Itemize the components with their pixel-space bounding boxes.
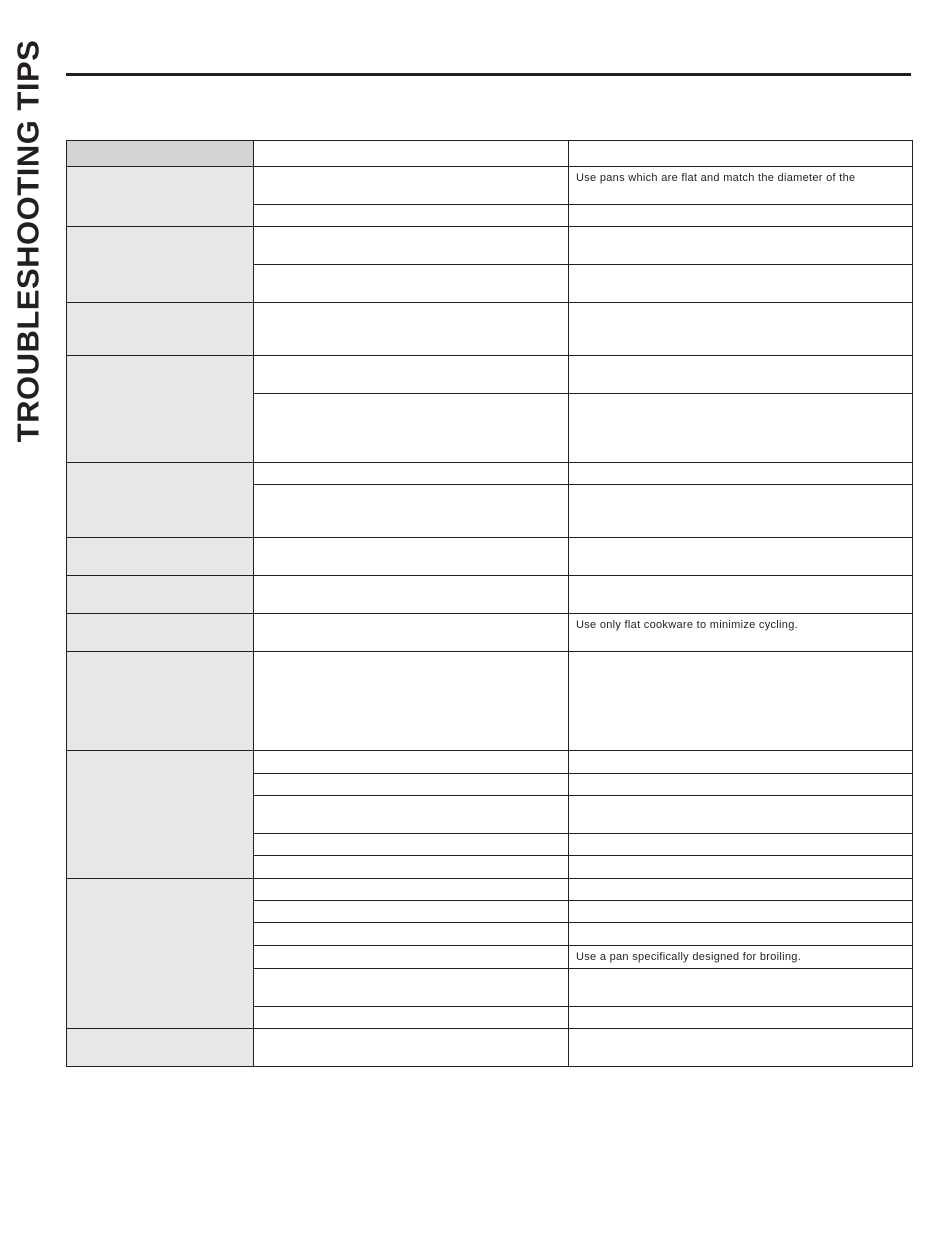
solution-cell bbox=[569, 576, 913, 614]
cause-cell bbox=[254, 265, 569, 303]
solution-cell bbox=[569, 774, 913, 796]
problem-cell bbox=[67, 576, 254, 614]
table-row bbox=[67, 576, 913, 614]
side-title bbox=[4, 36, 52, 446]
side-title-text: TROUBLESHOOTING TIPS bbox=[10, 39, 45, 443]
solution-cell bbox=[569, 356, 913, 394]
solution-cell bbox=[569, 856, 913, 879]
solution-cell bbox=[569, 227, 913, 265]
cause-cell bbox=[254, 751, 569, 774]
cause-cell bbox=[254, 356, 569, 394]
solution-cell: Use only flat cookware to minimize cycling. bbox=[569, 614, 913, 652]
table-row bbox=[67, 614, 913, 652]
cause-cell bbox=[254, 394, 569, 463]
cause-cell bbox=[254, 796, 569, 834]
solution-cell bbox=[569, 969, 913, 1007]
cause-cell bbox=[254, 652, 569, 751]
solution-cell bbox=[569, 751, 913, 774]
solution-cell bbox=[569, 303, 913, 356]
solution-cell bbox=[569, 1029, 913, 1067]
solution-cell bbox=[569, 901, 913, 923]
table-row bbox=[67, 538, 913, 576]
cause-header bbox=[254, 141, 569, 167]
solution-cell bbox=[569, 879, 913, 901]
problem-cell bbox=[67, 303, 254, 356]
solution-cell bbox=[569, 265, 913, 303]
cause-cell bbox=[254, 879, 569, 901]
solution-cell: Use a pan specifically designed for broiling. bbox=[569, 946, 913, 969]
cause-cell bbox=[254, 463, 569, 485]
table-row bbox=[67, 227, 913, 265]
table-header-row bbox=[67, 141, 913, 167]
problem-cell bbox=[67, 751, 254, 879]
table-row bbox=[67, 652, 913, 751]
problem-cell bbox=[67, 652, 254, 751]
table-row bbox=[67, 303, 913, 356]
cause-cell bbox=[254, 969, 569, 1007]
cause-cell bbox=[254, 227, 569, 265]
problem-cell bbox=[67, 463, 254, 538]
top-rule bbox=[66, 73, 911, 76]
cause-cell bbox=[254, 856, 569, 879]
table-row bbox=[67, 463, 913, 485]
problem-cell bbox=[67, 356, 254, 463]
troubleshooting-table bbox=[66, 140, 913, 1067]
solution-cell bbox=[569, 538, 913, 576]
solution-cell: Use pans which are flat and match the diameter of the bbox=[569, 167, 913, 205]
cause-cell bbox=[254, 1007, 569, 1029]
problem-cell bbox=[67, 879, 254, 1029]
table-row bbox=[67, 167, 913, 205]
table-row bbox=[67, 1029, 913, 1067]
problem-header bbox=[67, 141, 254, 167]
cause-cell bbox=[254, 923, 569, 946]
solution-cell bbox=[569, 834, 913, 856]
table-row bbox=[67, 879, 913, 901]
solution-cell bbox=[569, 394, 913, 463]
solution-header bbox=[569, 141, 913, 167]
cause-cell bbox=[254, 774, 569, 796]
solution-cell bbox=[569, 923, 913, 946]
solution-cell bbox=[569, 796, 913, 834]
cause-cell bbox=[254, 946, 569, 969]
problem-cell bbox=[67, 538, 254, 576]
problem-cell bbox=[67, 167, 254, 227]
problem-cell bbox=[67, 614, 254, 652]
solution-cell bbox=[569, 463, 913, 485]
cause-cell bbox=[254, 901, 569, 923]
cause-cell bbox=[254, 167, 569, 205]
solution-cell bbox=[569, 485, 913, 538]
cause-cell bbox=[254, 205, 569, 227]
problem-cell bbox=[67, 1029, 254, 1067]
cause-cell bbox=[254, 485, 569, 538]
solution-cell bbox=[569, 205, 913, 227]
cause-cell bbox=[254, 1029, 569, 1067]
cause-cell bbox=[254, 576, 569, 614]
table-row bbox=[67, 751, 913, 774]
solution-cell bbox=[569, 652, 913, 751]
problem-cell bbox=[67, 227, 254, 303]
cause-cell bbox=[254, 303, 569, 356]
solution-cell bbox=[569, 1007, 913, 1029]
table-row bbox=[67, 356, 913, 394]
cause-cell bbox=[254, 538, 569, 576]
cause-cell bbox=[254, 614, 569, 652]
cause-cell bbox=[254, 834, 569, 856]
